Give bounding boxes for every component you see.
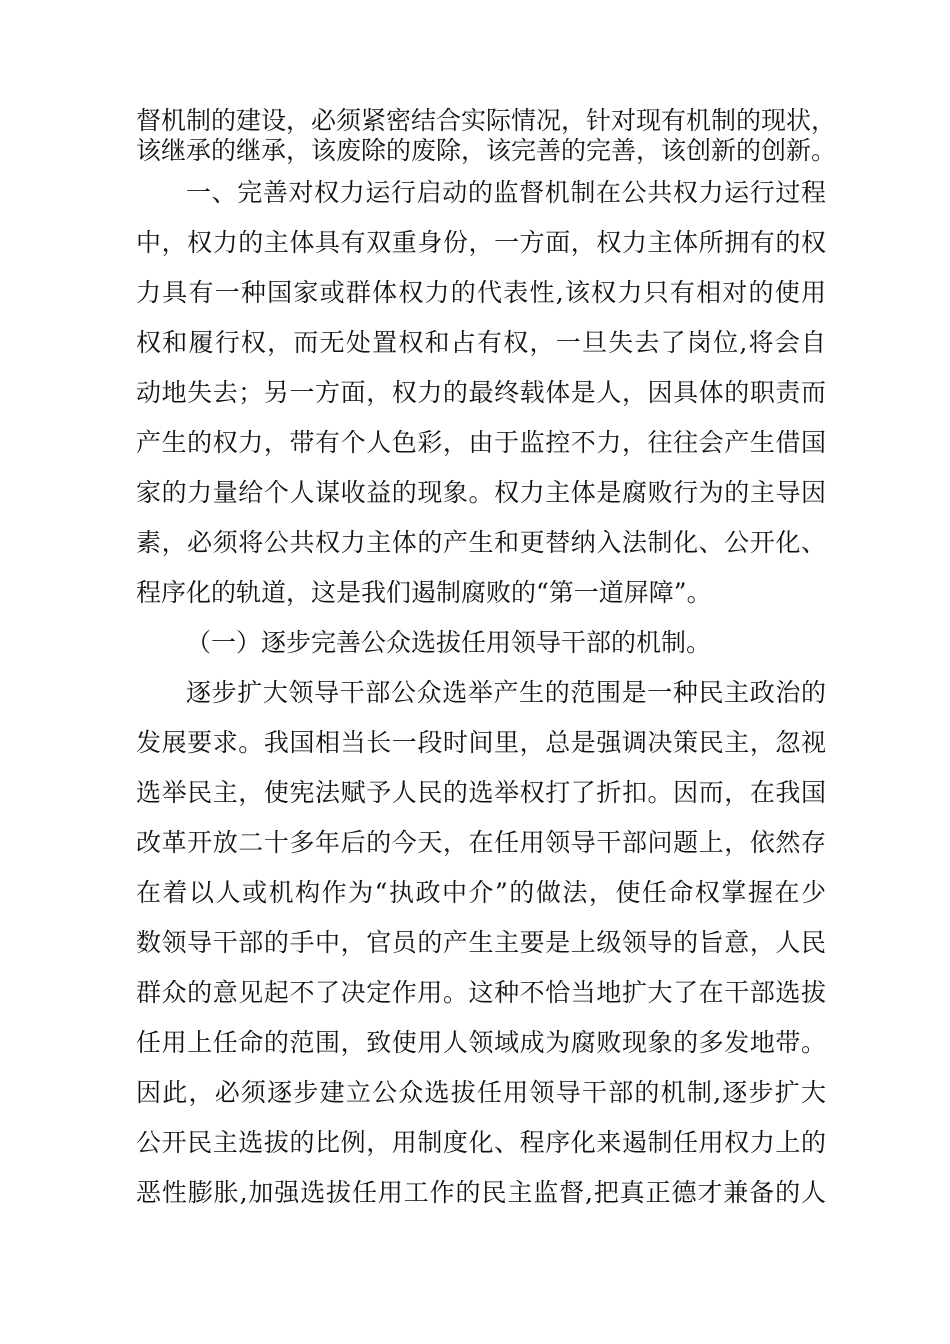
- text-line: 力具有一种国家或群体权力的代表性,该权力只有相对的使用: [136, 278, 826, 307]
- section-heading: （一）逐步完善公众选拔任用领导干部的机制。: [186, 628, 712, 657]
- text-line: 群众的意见起不了决定作用。这种不恰当地扩大了在干部选拔: [136, 978, 826, 1007]
- text-line: 该继承的继承，该废除的废除，该完善的完善，该创新的创新。: [136, 136, 837, 165]
- text-line: 选举民主，使宪法赋予人民的选举权打了折扣。因而，在我国: [136, 778, 826, 807]
- text-line: 改革开放二十多年后的今天，在任用领导干部问题上，依然存: [136, 828, 826, 857]
- text-line: 动地失去；另一方面，权力的最终载体是人，因具体的职责而: [136, 378, 826, 407]
- text-line: 数领导干部的手中，官员的产生主要是上级领导的旨意，人民: [136, 928, 826, 957]
- text-line: 中，权力的主体具有双重身份，一方面，权力主体所拥有的权: [136, 228, 826, 257]
- text-line: 公开民主选拔的比例，用制度化、程序化来遏制任用权力上的: [136, 1128, 826, 1157]
- text-line: 在着以人或机构作为“执政中介”的做法，使任命权掌握在少: [136, 878, 826, 907]
- text-line: 产生的权力，带有个人色彩，由于监控不力，往往会产生借国: [136, 428, 826, 457]
- text-line: 恶性膨胀,加强选拔任用工作的民主监督,把真正德才兼备的人: [136, 1178, 826, 1207]
- text-line: 程序化的轨道，这是我们遏制腐败的“第一道屏障”。: [136, 578, 712, 607]
- text-line: 一、完善对权力运行启动的监督机制在公共权力运行过程: [186, 178, 826, 207]
- text-line: 家的力量给个人谋收益的现象。权力主体是腐败行为的主导因: [136, 478, 826, 507]
- text-line: 发展要求。我国相当长一段时间里，总是强调决策民主，忽视: [136, 728, 826, 757]
- text-line: 素，必须将公共权力主体的产生和更替纳入法制化、公开化、: [136, 528, 826, 557]
- text-line: 因此，必须逐步建立公众选拔任用领导干部的机制,逐步扩大: [136, 1078, 826, 1107]
- text-line: 督机制的建设，必须紧密结合实际情况，针对现有机制的现状，: [136, 106, 837, 135]
- text-line: 权和履行权，而无处置权和占有权，一旦失去了岗位,将会自: [136, 328, 826, 357]
- text-line: 逐步扩大领导干部公众选举产生的范围是一种民主政治的: [186, 678, 826, 707]
- text-line: 任用上任命的范围，致使用人领域成为腐败现象的多发地带。: [136, 1028, 826, 1057]
